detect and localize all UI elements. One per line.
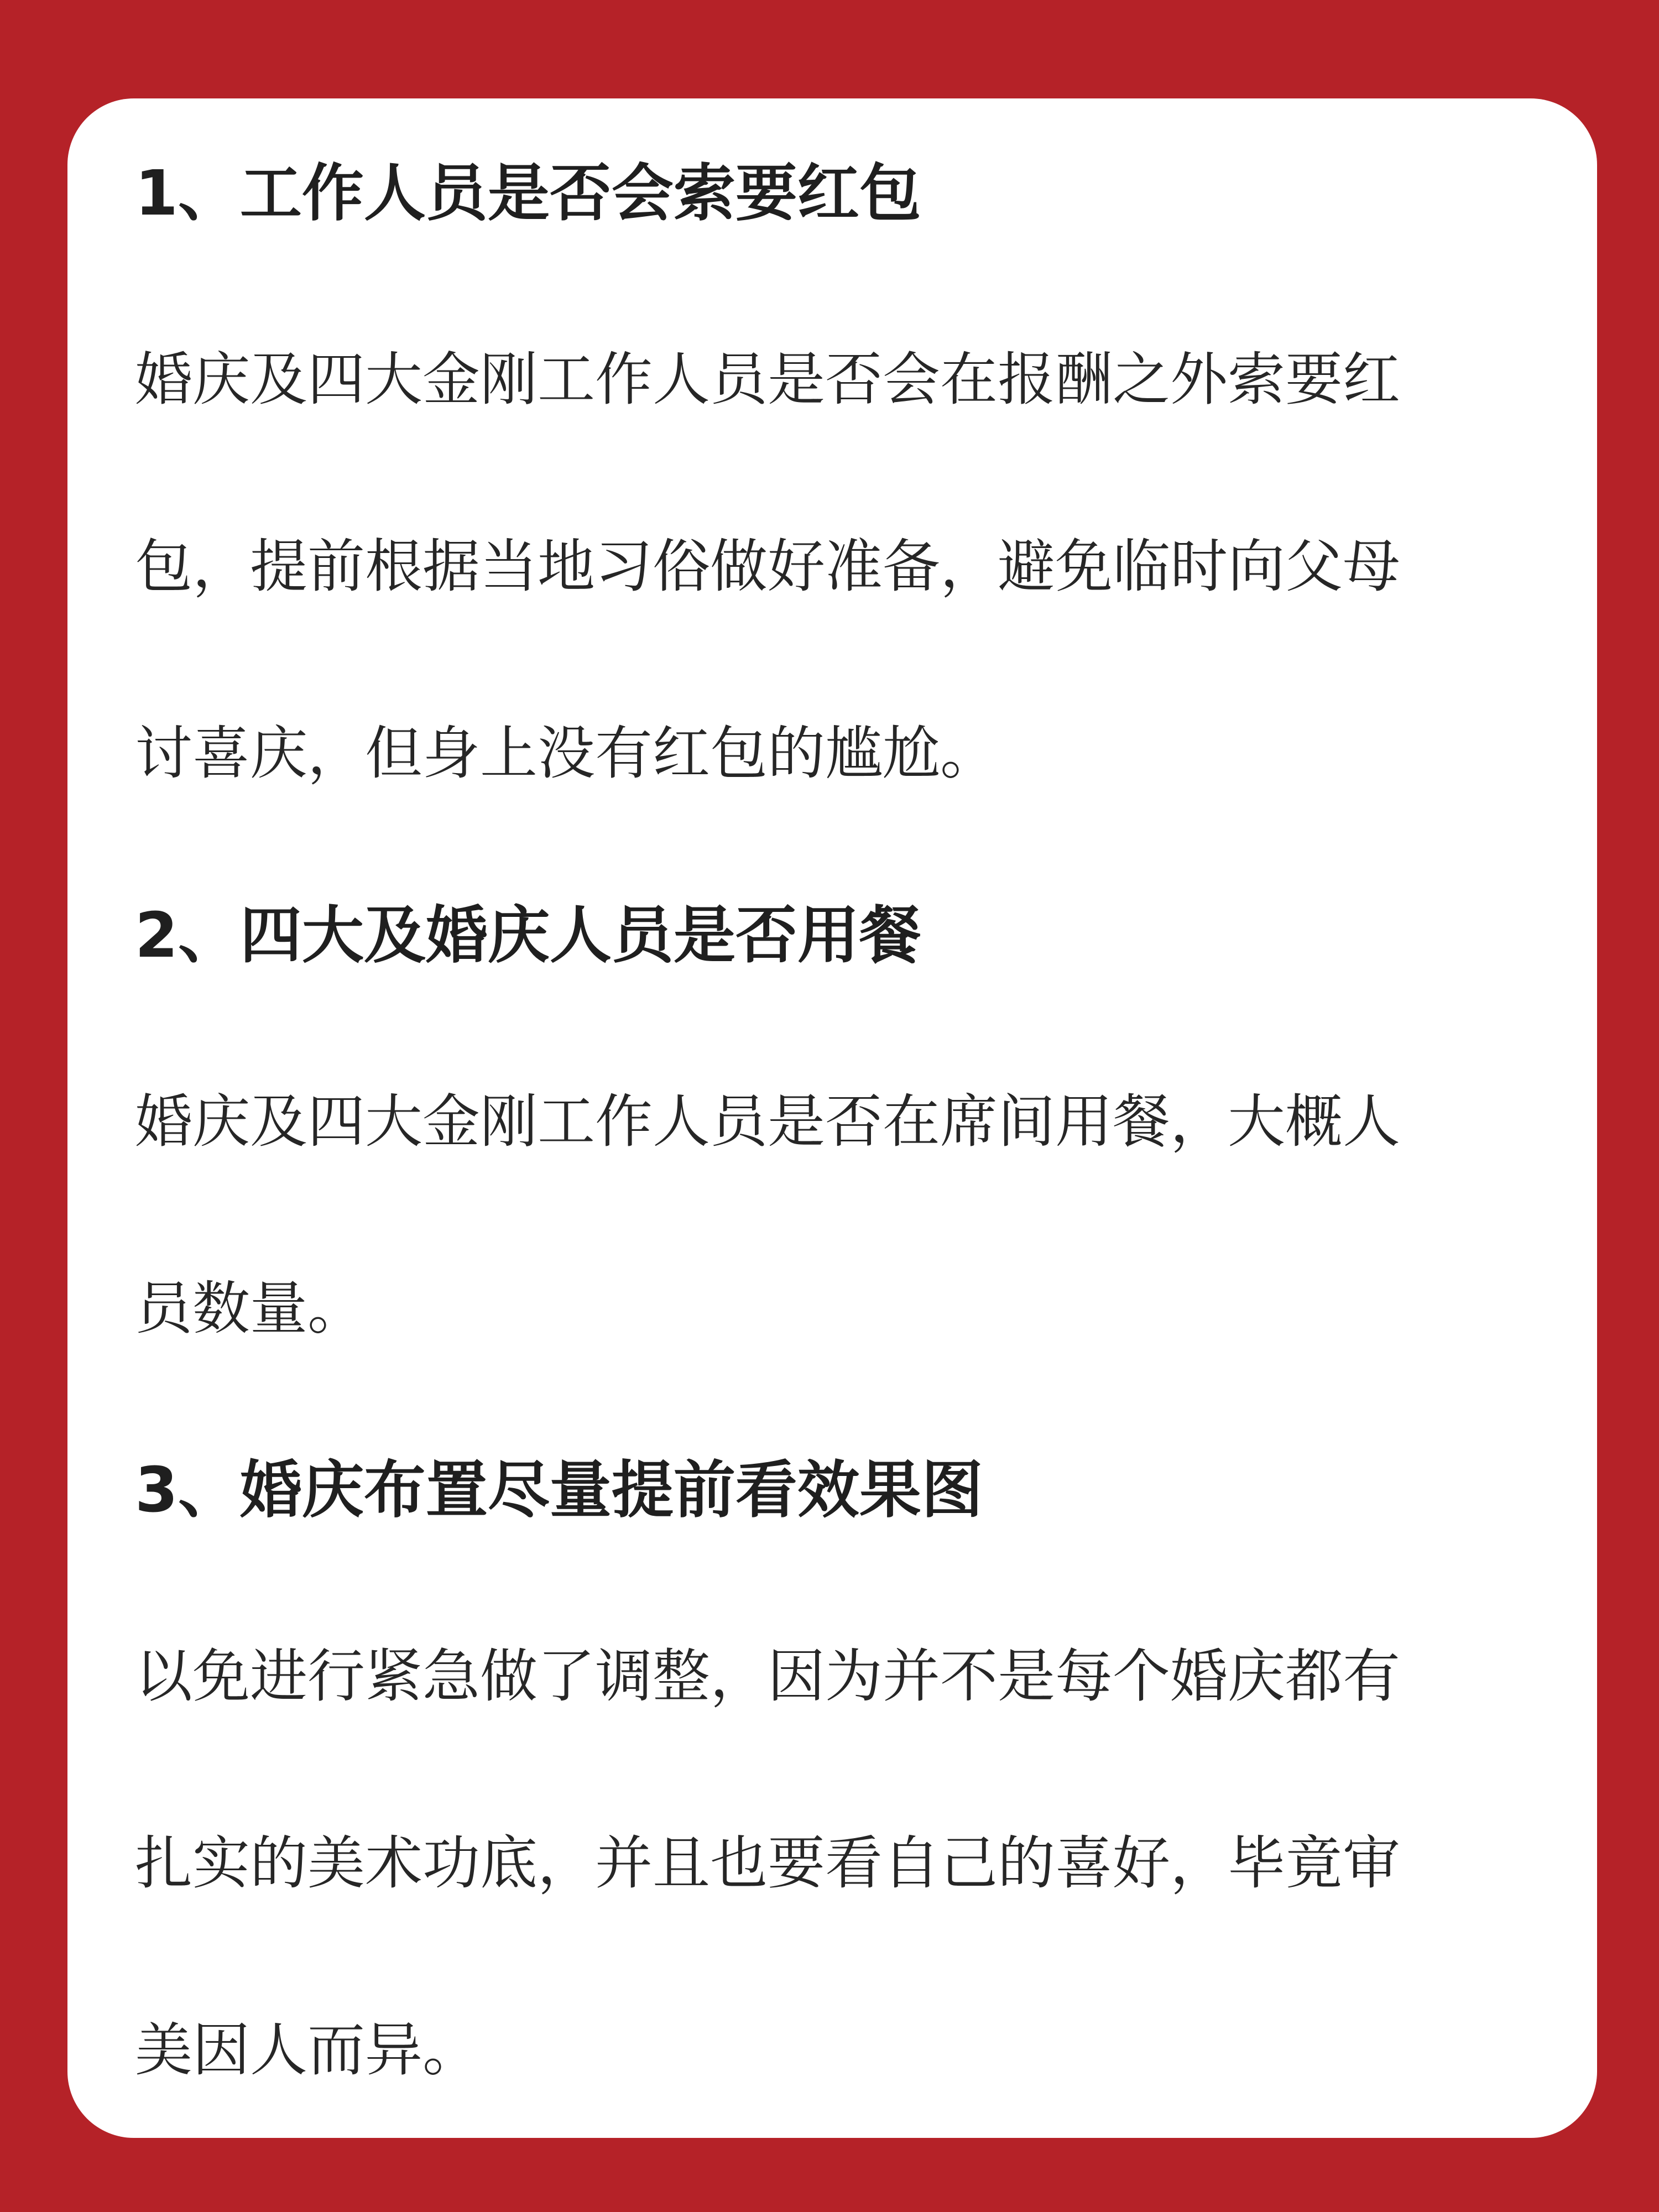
section-decoration-preview [135,1448,1551,2138]
paragraph-line: 员数量。 [135,1275,366,1342]
section-heading: 1、工作人员是否会索要红包 [135,158,921,229]
section-paragraph [135,1583,1551,2138]
section-red-envelope [135,151,1551,847]
paragraph-line: 讨喜庆，但身上没有红包的尴尬。 [135,719,998,787]
paragraph-line: 以免进行紧急做了调整，因为并不是每个婚庆都有 [135,1642,1401,1710]
section-heading: 3、婚庆布置尽量提前看效果图 [135,1454,983,1526]
section-meals [135,893,1551,1402]
paragraph-line: 美因人而异。 [135,2016,481,2084]
content-card [67,98,1597,2138]
section-heading: 2、四大及婚庆人员是否用餐 [135,900,921,972]
section-paragraph [135,1028,1551,1402]
section-paragraph [135,286,1551,847]
paragraph-line: 包，提前根据当地习俗做好准备，避免临时向父母 [135,533,1401,600]
paragraph-line: 婚庆及四大金刚工作人员是否在席间用餐，大概人 [135,1088,1401,1155]
paragraph-line: 扎实的美术功底，并且也要看自己的喜好，毕竟审 [135,1829,1401,1897]
paragraph-line: 婚庆及四大金刚工作人员是否会在报酬之外索要红 [135,346,1401,413]
